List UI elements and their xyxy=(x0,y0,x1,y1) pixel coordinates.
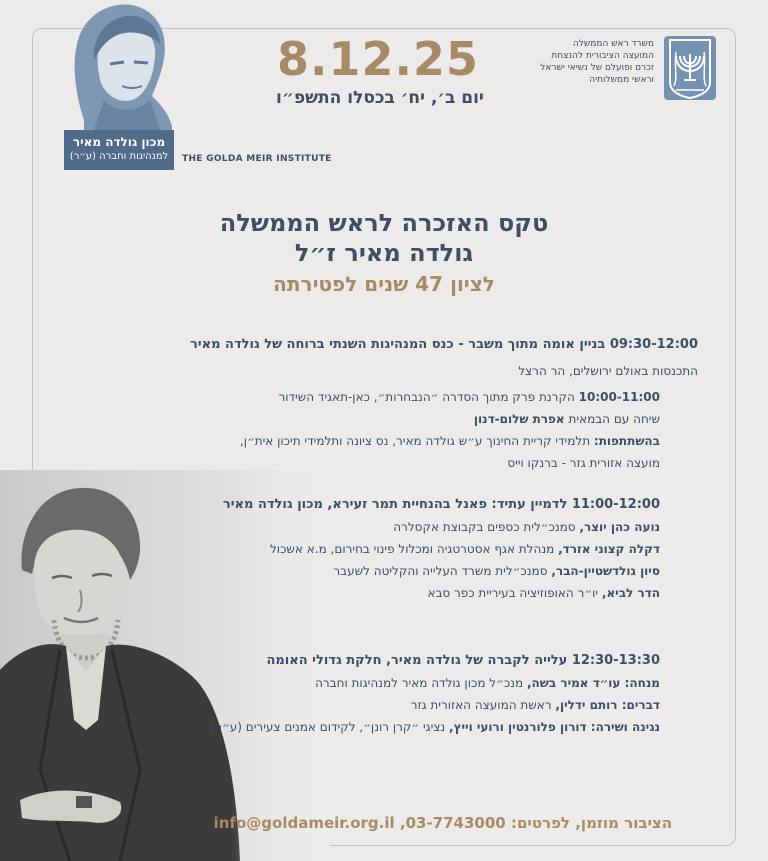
ceremony-role-label: דברים: רותם ידלין, xyxy=(555,698,660,712)
ceremony-row xyxy=(78,716,660,738)
session-1-heading-line xyxy=(78,334,698,356)
office-line: המועצה הציבורית להנצחת xyxy=(551,51,654,61)
panelist-name: דקלה קצוני אזרד, xyxy=(558,542,660,556)
event-date-hebrew: יום ב׳, יח׳ בכסלו התשפ״ו xyxy=(276,88,484,108)
screening-line xyxy=(78,386,660,408)
session-2-time: 11:00-12:00 xyxy=(571,497,660,512)
title-line-1: טקס האזכרה לראש הממשלה xyxy=(219,209,549,237)
session-3-heading-line xyxy=(78,650,660,672)
office-line: משרד ראש הממשלה xyxy=(572,39,654,49)
session-1-details xyxy=(78,386,698,474)
panelist-name: הדר לביא, xyxy=(601,586,660,600)
footer-phone[interactable]: 03-7743000 xyxy=(405,814,506,832)
event-title xyxy=(120,208,648,268)
session-3-heading: עלייה לקברה של גולדה מאיר, חלקת גדולי האומה xyxy=(266,653,568,668)
participants-line xyxy=(78,430,660,452)
event-date: 8.12.25 xyxy=(277,32,479,86)
institute-logo xyxy=(64,0,174,170)
ceremony-row xyxy=(78,694,660,716)
pm-office-text xyxy=(484,38,654,86)
event-subtitle: לציון 47 שנים לפטירתה xyxy=(273,272,495,296)
session-2-heading: לדמיין עתיד: פאנל בהנחיית תמר זעירא, מכון גולדה מאיר xyxy=(222,497,568,512)
participants-line-2: מועצה אזורית גזר - ברנקו וייס xyxy=(507,456,660,470)
session-1-heading: בניין אומה מתוך משבר - כנס המנהיגות השנתי ברוחה של גולדה מאיר xyxy=(189,337,606,352)
institute-subtitle-he: למנהיגות וחברה (ע״ר) xyxy=(69,151,169,162)
ceremony-role-label: מנחה: עו״ד אמיר בשה, xyxy=(526,676,660,690)
talk-line xyxy=(78,408,660,430)
panelist-name: סיון גולדשטיין-הבר, xyxy=(551,564,660,578)
session-2 xyxy=(78,494,698,604)
footer-email-link[interactable]: info@goldameir.org.il xyxy=(213,814,395,832)
office-line: וראשי ממשלותיה xyxy=(589,75,654,85)
institute-name-en: THE GOLDA MEIR INSTITUTE xyxy=(182,154,332,164)
panelist-row xyxy=(78,516,660,538)
ceremony-role-label: נגינה ושירה: דורון פלורנטין ורועי וייץ, xyxy=(449,720,660,734)
panelist-role: מנהלת אגף אסטרטגיה ומכלול פינוי בחירום, מ.א אשכול xyxy=(269,542,555,556)
title-line-2: גולדה מאיר ז״ל xyxy=(294,239,474,267)
golda-portrait-logo xyxy=(64,0,174,130)
talk-prefix: שיחה עם הבמאית xyxy=(568,412,660,426)
panelist-role: יו״ר האופוזיציה בעיריית כפר סבא xyxy=(427,586,599,600)
office-line: זכרם ופועלם של נשיאי ישראל xyxy=(540,63,654,73)
participants-text: תלמידי קריית החינוך ע״ש גולדה מאיר, נס ציונה ותלמידי תיכון אית״ן, xyxy=(239,434,591,448)
panelist-role: סמנכ״לית משרד העלייה והקליטה לשעבר xyxy=(333,564,548,578)
screening-text: הקרנת פרק מתוך הסדרה ״הנבחרות״, כאן-תאגיד השידור xyxy=(278,390,575,404)
institute-name-he: מכון גולדה מאיר xyxy=(72,135,166,149)
footer-invite-text: הציבור מוזמן, לפרטים: xyxy=(510,814,672,832)
session-1-venue: התכנסות באולם ירושלים, הר הרצל xyxy=(518,364,698,378)
institute-name-plate xyxy=(64,130,174,170)
panelist-name: נועה כהן יוצר, xyxy=(579,520,660,534)
panelist-row xyxy=(78,582,660,604)
session-1-time: 09:30-12:00 xyxy=(609,337,698,352)
contact-footer xyxy=(214,814,672,832)
panelist-row xyxy=(78,538,660,560)
session-3 xyxy=(78,650,698,738)
session-2-heading-line xyxy=(78,494,660,516)
state-emblem-icon xyxy=(664,36,716,100)
panelist-row xyxy=(78,560,660,582)
participants-label: בהשתתפות: xyxy=(593,434,660,448)
session-3-time: 12:30-13:30 xyxy=(571,653,660,668)
ceremony-row xyxy=(78,672,660,694)
screening-time: 10:00-11:00 xyxy=(578,390,660,404)
talk-director-name: אפרת שלום-דנון xyxy=(473,412,565,426)
session-1 xyxy=(78,334,698,474)
ceremony-role-text: מנכ״ל מכון גולדה מאיר למנהיגות וחברה xyxy=(315,676,524,690)
footer-comma: , xyxy=(394,814,406,832)
ceremony-role-text: נציגי ״קרן רונן״, לקידום אמנים צעירים (ע״ר) xyxy=(210,720,446,734)
panelist-role: סמנכ״לית כספים בקבוצת אקסלרה xyxy=(393,520,576,534)
ceremony-role-text: ראשת המועצה האזורית גזר xyxy=(410,698,552,712)
